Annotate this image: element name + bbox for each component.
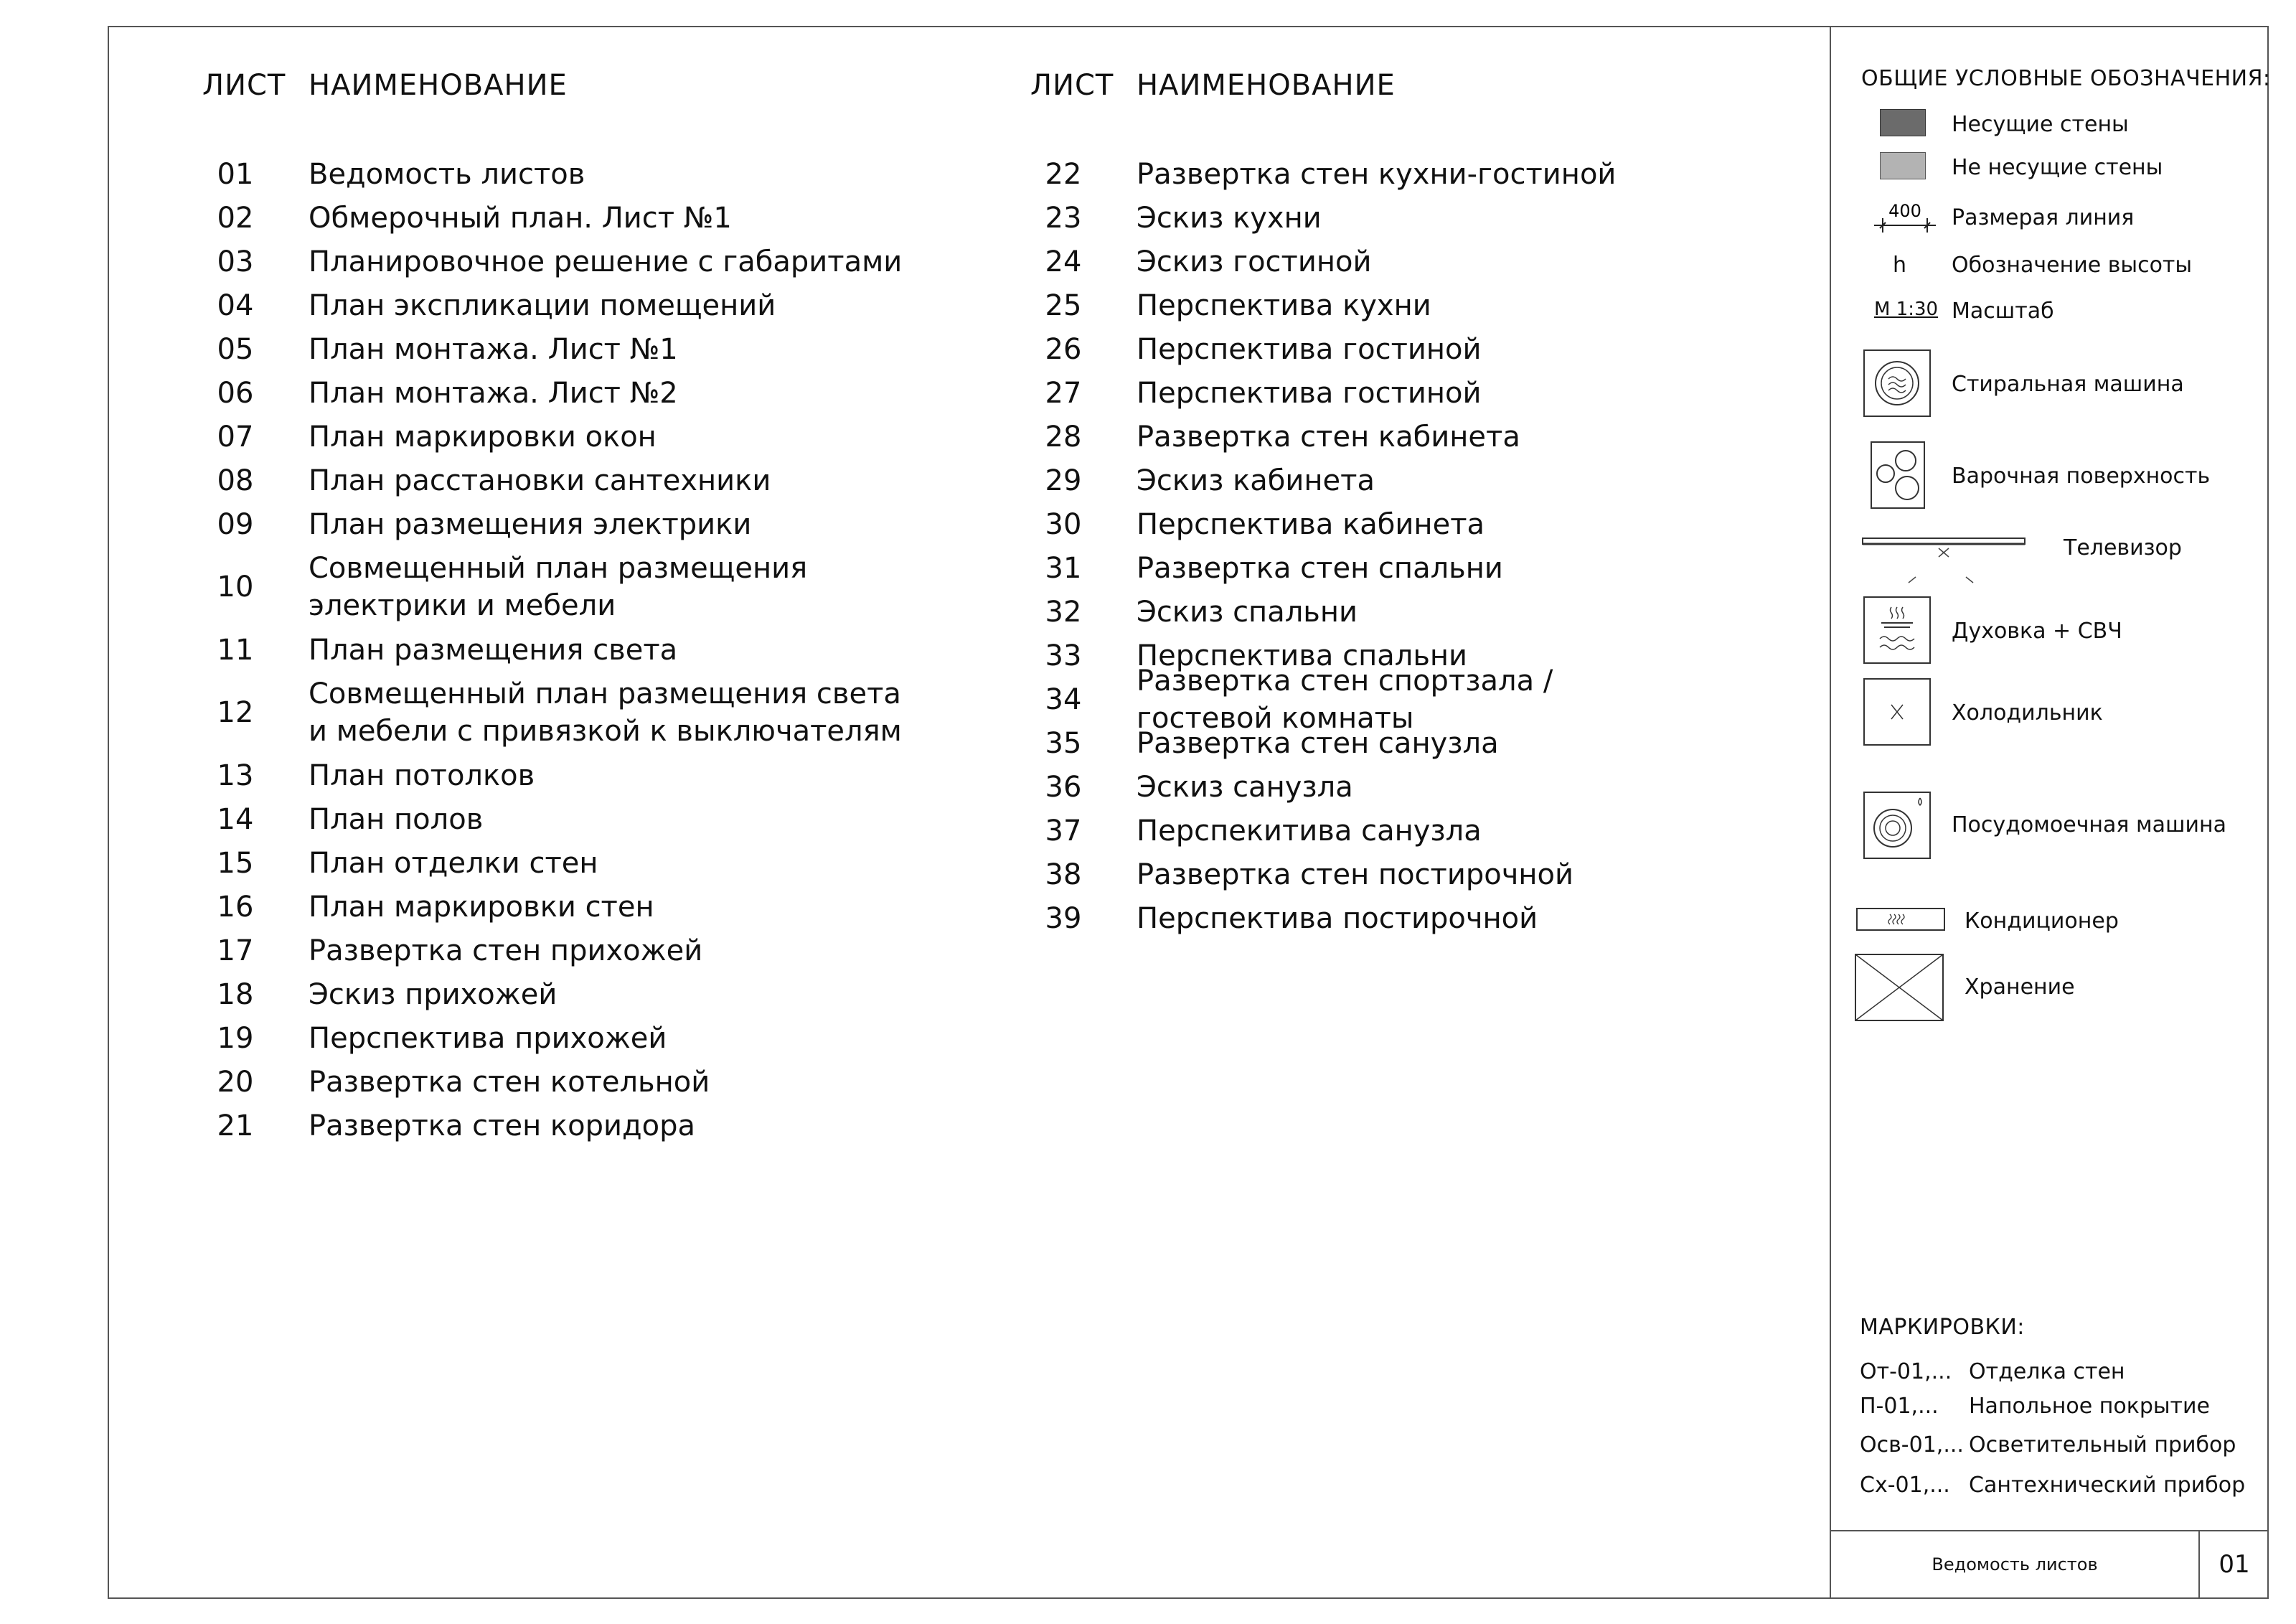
sheet-name: Развертка стен спортзала / гостевой комнаты [1137, 664, 1553, 735]
sheet-number: 12 [217, 696, 254, 729]
legend-label-dimension-line: Размерая линия [1952, 205, 2135, 230]
sheet-name: Эскиз прихожей [309, 977, 557, 1011]
sheet-row [185, 797, 926, 841]
sheet-name: Эскиз спальни [1137, 595, 1358, 629]
sheet-row [1013, 765, 1696, 809]
sheet-number: 38 [1045, 858, 1082, 891]
sheet-name: План отделки стен [309, 846, 598, 880]
sheet-name: Перспектива спальни [1137, 639, 1468, 672]
sheet-row [1013, 415, 1696, 459]
sheet-name: Эскиз санузла [1137, 770, 1353, 804]
sheet-row [185, 283, 926, 327]
sheet-number: 04 [217, 288, 254, 322]
sheet-name: Перспектива прихожей [309, 1021, 667, 1055]
non-bearing-wall-swatch [1880, 152, 1926, 179]
sheet-name: План расстановки сантехники [309, 464, 771, 497]
stamp-sheet-number: 01 [2219, 1550, 2250, 1579]
sheet-row [1013, 853, 1696, 896]
sheet-row [1013, 721, 1696, 765]
sheet-row [185, 672, 926, 754]
sheet-name: План монтажа. Лист №2 [309, 376, 678, 410]
bearing-wall-fill [1881, 110, 1925, 136]
sheet-number: 25 [1045, 288, 1082, 322]
sheet-number: 16 [217, 890, 254, 924]
sheet-name: Развертка стен прихожей [309, 934, 703, 967]
washing-machine-icon [1863, 349, 1932, 421]
sheet-name: Эскиз кухни [1137, 201, 1322, 235]
sheet-number: 32 [1045, 595, 1082, 629]
stamp-title: Ведомость листов [1932, 1554, 2098, 1574]
right-name-header: НАИМЕНОВАНИЕ [1137, 69, 1396, 102]
sheet-row [1013, 590, 1696, 634]
sheet-number: 36 [1045, 770, 1082, 804]
sheet-row [1013, 809, 1696, 853]
sheet-name: План размещения света [309, 633, 678, 667]
sheet-number: 34 [1045, 682, 1082, 716]
sheet-row [185, 240, 926, 283]
sheet-name: План потолков [309, 759, 535, 792]
sheet-row [185, 546, 926, 628]
sheet-name: Развертка стен санузла [1137, 726, 1499, 760]
legend-label-fridge: Холодильник [1952, 700, 2103, 726]
sheet-name: Ведомость листов [309, 157, 585, 191]
legend-label-height-mark: Обозначение высоты [1952, 253, 2193, 278]
sheet-row [1013, 502, 1696, 546]
marking-code: Сх-01,... [1860, 1473, 1950, 1498]
marking-desc: Сантехнический прибор [1969, 1473, 2246, 1498]
sheet-row [185, 502, 926, 546]
legend-label-air-conditioner: Кондиционер [1965, 909, 2119, 934]
sheet-number: 08 [217, 464, 254, 497]
sheet-name: Совмещенный план размещения света и мебели с привязкой к выключателям [309, 677, 902, 748]
left-list-header: ЛИСТ [202, 69, 286, 102]
sheet-row [1013, 546, 1696, 590]
sheet-name: Эскиз кабинета [1137, 464, 1375, 497]
sheet-row [1013, 283, 1696, 327]
sheet-row [185, 754, 926, 797]
non-bearing-wall-fill [1881, 153, 1925, 179]
sheet-number: 11 [217, 633, 254, 667]
sheet-number: 28 [1045, 420, 1082, 454]
legend-label-tv: Телевизор [2064, 535, 2182, 560]
markings-title: МАРКИРОВКИ: [1860, 1315, 2025, 1340]
sheet-number: 26 [1045, 332, 1082, 366]
scale-mark-icon: М 1:30 [1874, 299, 1939, 320]
right-list-header: ЛИСТ [1030, 69, 1114, 102]
marking-code: От-01,... [1860, 1359, 1952, 1384]
sheet-number: 05 [217, 332, 254, 366]
sheet-name: План маркировки стен [309, 890, 654, 924]
sheet-row [1013, 240, 1696, 283]
sheet-row [185, 371, 926, 415]
sheet-row [1013, 896, 1696, 940]
sheet-name: Перспектива постирочной [1137, 901, 1538, 935]
sheet-name: Перспектива гостиной [1137, 376, 1482, 410]
sheet-row [185, 929, 926, 972]
sheet-row [185, 459, 926, 502]
legend-label-scale: Масштаб [1952, 299, 2054, 324]
sheet-row [185, 415, 926, 459]
oven-microwave-icon [1863, 596, 1932, 667]
sheet-name: Совмещенный план размещения электрики и мебели [309, 552, 808, 622]
sheet-row [1013, 371, 1696, 415]
sheet-name: Перспектива гостиной [1137, 332, 1482, 366]
sheet-row [185, 841, 926, 885]
sheet-row [185, 152, 926, 196]
sheet-row [185, 1016, 926, 1060]
sheet-number: 14 [217, 802, 254, 836]
sheet-row [1013, 327, 1696, 371]
dimension-line-icon [1873, 200, 1937, 235]
sheet-number: 33 [1045, 639, 1082, 672]
sheet-row [1013, 459, 1696, 502]
sheet-name: Развертка стен постирочной [1137, 858, 1573, 891]
legend-label-bearing-walls: Несущие стены [1952, 112, 2129, 137]
sheet-number: 18 [217, 977, 254, 1011]
sheet-name: Развертка стен котельной [309, 1065, 710, 1099]
sheet-number: 23 [1045, 201, 1082, 235]
marking-code: П-01,... [1860, 1394, 1939, 1419]
sheet-name: План размещения электрики [309, 507, 752, 541]
marking-desc: Отделка стен [1969, 1359, 2125, 1384]
sheet-name: Перспектива кухни [1137, 288, 1431, 322]
height-mark-icon: h [1893, 253, 1907, 278]
sheet-name: План монтажа. Лист №1 [309, 332, 678, 366]
sheet-row [185, 327, 926, 371]
bearing-wall-swatch [1880, 109, 1926, 136]
sheet-number: 37 [1045, 814, 1082, 848]
sheet-row [1013, 664, 1696, 735]
sheet-number: 20 [217, 1065, 254, 1099]
sheet-number: 39 [1045, 901, 1082, 935]
sheet-number: 27 [1045, 376, 1082, 410]
sheet-number: 24 [1045, 245, 1082, 278]
sheet-number: 02 [217, 201, 254, 235]
sheet-number: 35 [1045, 726, 1082, 760]
tv-icon [1858, 535, 2031, 588]
storage-icon [1854, 953, 1944, 1025]
legend-label-cooktop: Варочная поверхность [1952, 464, 2211, 489]
legend-label-washing-machine: Стиральная машина [1952, 372, 2184, 397]
sheet-number: 19 [217, 1021, 254, 1055]
legend-title: ОБЩИЕ УСЛОВНЫЕ ОБОЗНАЧЕНИЯ: [1861, 66, 2271, 91]
sheet-row [1013, 152, 1696, 196]
sheet-number: 22 [1045, 157, 1082, 191]
left-name-header: НАИМЕНОВАНИЕ [309, 69, 568, 102]
cooktop-icon [1870, 441, 1926, 512]
sheet-row [1013, 196, 1696, 240]
air-conditioner-icon [1855, 907, 1946, 934]
sheet-name: План маркировки окон [309, 420, 657, 454]
sheet-number: 31 [1045, 551, 1082, 585]
sheet-name: Перспектива кабинета [1137, 507, 1485, 541]
marking-code: Осв-01,... [1860, 1432, 1964, 1458]
sheet-name: Перспекитива санузла [1137, 814, 1482, 848]
sheet-number: 10 [217, 571, 254, 604]
sheet-number: 09 [217, 507, 254, 541]
sheet-number: 03 [217, 245, 254, 278]
sheet-row [185, 196, 926, 240]
sheet-row [185, 628, 926, 672]
sheet-name: План полов [309, 802, 484, 836]
sheet-name: Развертка стен кухни-гостиной [1137, 157, 1617, 191]
dishwasher-icon [1863, 791, 1932, 863]
sheet-name: Развертка стен коридора [309, 1109, 695, 1142]
sheet-row [185, 885, 926, 929]
sheet-number: 21 [217, 1109, 254, 1142]
sheet-name: План экспликации помещений [309, 288, 776, 322]
marking-desc: Осветительный прибор [1969, 1432, 2236, 1458]
sheet-name: Эскиз гостиной [1137, 245, 1372, 278]
marking-desc: Напольное покрытие [1969, 1394, 2210, 1419]
sheet-row [185, 1060, 926, 1104]
sheet-name: Планировочное решение с габаритами [309, 245, 903, 278]
sheet-number: 15 [217, 846, 254, 880]
sheet-number: 07 [217, 420, 254, 454]
sheet-name: Развертка стен спальни [1137, 551, 1503, 585]
fridge-icon [1863, 677, 1932, 749]
sheet-number: 13 [217, 759, 254, 792]
sheet-row [185, 972, 926, 1016]
sheet-number: 30 [1045, 507, 1082, 541]
sheet-number: 17 [217, 934, 254, 967]
legend-label-storage: Хранение [1965, 975, 2075, 1000]
sheet-row [185, 1104, 926, 1147]
sheet-name: Обмерочный план. Лист №1 [309, 201, 732, 235]
sheet-number: 29 [1045, 464, 1082, 497]
sheet-number: 01 [217, 157, 254, 191]
legend-label-oven-microwave: Духовка + СВЧ [1952, 619, 2122, 644]
sheet-number: 06 [217, 376, 254, 410]
legend-label-non-bearing-walls: Не несущие стены [1952, 155, 2163, 180]
legend-label-dishwasher: Посудомоечная машина [1952, 812, 2226, 837]
sheet-name: Развертка стен кабинета [1137, 420, 1520, 454]
dimension-value: 400 [1888, 201, 1921, 221]
